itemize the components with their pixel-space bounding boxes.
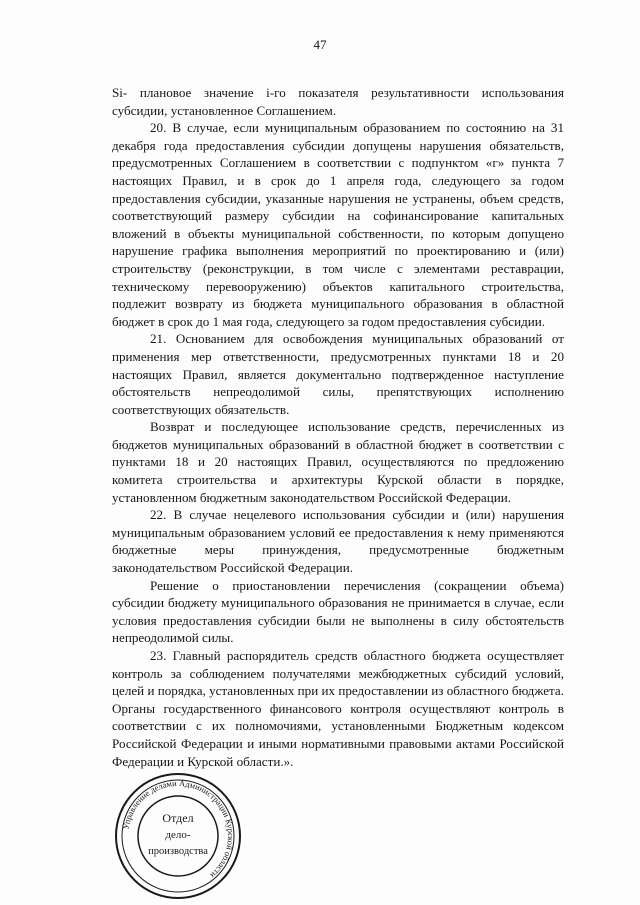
paragraph-20: 20. В случае, если муниципальным образованием по состоянию на 31 декабря года предоставления субсидии допущены нарушения обязательств, предусмотренных Соглашением в соответствии с подпунктом «г» пункта 7 настоящих Правил, и в срок до 1 апреля года, следующего за годом предоставления субсидии, указанные нарушения не устранены, объем средств, соответствующий размеру субсидии на софинансирование капитальных вложений в объекты муниципальной собственности, по которым допущено нарушение графика выполнения мероприятий по проектированию и (или) строительству (реконструкции, в том числе с элементами реставрации, техническому перевооружению) объектов капитального строительства, подлежит возврату из бюджета муниципального образования в областной бюджет в срок до 1 мая года, следующего за годом предоставления субсидии. xyxy=(112,120,564,329)
office-stamp xyxy=(112,770,244,902)
page-number: 47 xyxy=(313,37,327,52)
stamp-line-proizvodstva: производства xyxy=(148,846,208,857)
stamp-line-delo: дело- xyxy=(165,829,191,841)
stamp-seal-graphic xyxy=(112,770,244,902)
document-body xyxy=(112,84,564,770)
paragraph-21: 21. Основанием для освобождения муниципальных образований от применения мер ответственности, предусмотренных пунктами 18 и 20 настоящих Правил, является документально подтвержденное наступление обстоятельств непреодолимой силы, препятствующих исполнению соответствующих обязательств. xyxy=(112,331,564,417)
paragraph-22: 22. В случае нецелевого использования субсидии и (или) нарушения муниципальным образованием условий ее предоставления к нему применяются бюджетные меры принуждения, предусмотренные бюджетным законодательством Российской Федерации. xyxy=(112,507,564,576)
paragraph-23: 23. Главный распорядитель средств областного бюджета осуществляет контроль за соблюдением получателями межбюджетных субсидий условий, целей и порядка, установленных при их предоставлении из областного бюджета. Органы государственного финансового контроля осуществляют контроль в соответствии с их полномочиями, установленными Бюджетным кодексом Российской Федерации и иными нормативными правовыми актами Российской Федерации и Курской области.». xyxy=(112,648,564,769)
stamp-ring-text: Управление делами Администрации Курской области xyxy=(120,777,237,881)
paragraph-si-definition: Si- плановое значение i-го показателя результативности использования субсидии, установленное Соглашением. xyxy=(112,85,564,118)
paragraph-22-decision: Решение о приостановлении перечисления (сокращении объема) субсидии бюджету муниципального образования не принимается в случае, если условия предоставления субсидии были не выполнены в силу обстоятельств непреодолимой силы. xyxy=(112,577,564,646)
paragraph-21-return: Возврат и последующее использование средств, перечисленных из бюджетов муниципальных образований в областной бюджет в соответствии с пунктами 18 и 20 настоящих Правил, осуществляются по предложению комитета строительства и архитектуры Курской области в порядке, установленном бюджетным законодательством Российской Федерации. xyxy=(112,419,564,505)
stamp-line-otdel: Отдел xyxy=(162,811,194,825)
